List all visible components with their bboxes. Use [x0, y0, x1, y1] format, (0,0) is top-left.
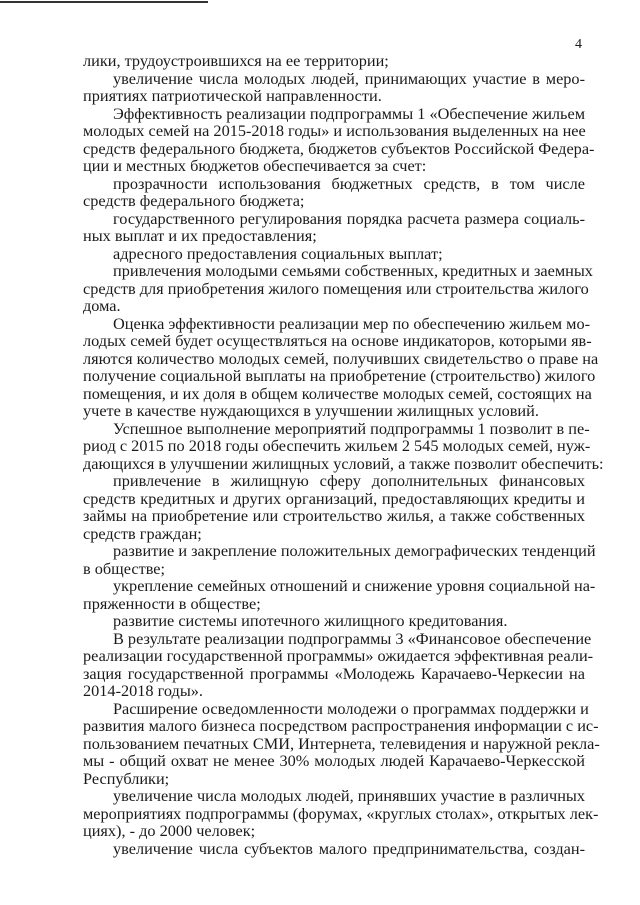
text-line: мы - общий охват не менее 30% молодых людей Карачаево-Черкесской [83, 751, 585, 770]
text-line: средств кредитных и других организаций, предоставляющих кредиты и [83, 489, 585, 508]
text-line: лики, трудоустроившихся на ее территории; [83, 51, 389, 70]
text-line: средств граждан; [83, 524, 202, 543]
text-line: Успешное выполнение мероприятий подпрограммы 1 позволит в пе- [113, 419, 590, 438]
text-line: Республики; [83, 769, 170, 788]
text-line: развитие системы ипотечного жилищного кредитования. [113, 611, 508, 630]
text-line: в обществе; [83, 559, 166, 578]
text-line: привлечение в жилищную сферу дополнительных финансовых [113, 471, 585, 490]
text-line: ляются количество молодых семей, получивших свидетельство о праве на [83, 349, 599, 368]
text-line: Расширение осведомленности молодежи о программах поддержки и [113, 699, 589, 718]
text-line: В результате реализации подпрограммы 3 «Финансовое обеспечение [113, 629, 592, 648]
text-line: привлечения молодыми семьями собственных, кредитных и заемных [113, 261, 593, 280]
text-line: ции и местных бюджетов обеспечивается за счет: [83, 156, 427, 175]
text-line: займы на приобретение или строительство жилья, а также собственных [83, 506, 585, 525]
text-line: лодых семей будет осуществляться на основе индикаторов, которыми яв- [83, 331, 592, 350]
text-line: ных выплат и их предоставления; [83, 226, 317, 245]
text-line: средств федерального бюджета; [83, 191, 305, 210]
text-line: развитие и закрепление положительных демографических тенденций [113, 541, 596, 560]
text-line: увеличение числа субъектов малого предпринимательства, создан- [113, 839, 585, 858]
text-line: развития малого бизнеса посредством распространения информации с ис- [83, 716, 599, 735]
page-number: 4 [575, 37, 582, 52]
text-line: Эффективность реализации подпрограммы 1 «Обеспечение жильем [113, 104, 585, 123]
text-line: риод с 2015 по 2018 годы обеспечить жильем 2 545 молодых семей, нуж- [83, 436, 591, 455]
text-line: дающихся в улучшении жилищных условий, а также позволит обеспечить: [83, 454, 604, 473]
text-line: реализации государственной программы» ожидается эффективная реали- [83, 646, 594, 665]
text-line: средств для приобретения жилого помещения или строительства жилого [83, 279, 589, 298]
text-line: пользованием печатных СМИ, Интернета, телевидения и наружной рекла- [83, 734, 600, 753]
text-line: зация государственной программы «Молодежь Карачаево-Черкесии на [83, 664, 585, 683]
text-line: циях), - до 2000 человек; [83, 821, 256, 840]
text-line: получение социальной выплаты на приобретение (строительство) жилого [83, 366, 596, 385]
text-line: пряженности в обществе; [83, 594, 261, 613]
text-line: увеличение числа молодых людей, принимающих участие в меро- [113, 69, 585, 88]
text-line: прозрачности использования бюджетных средств, в том числе [113, 174, 585, 193]
text-line: укрепление семейных отношений и снижение уровня социальной на- [113, 576, 596, 595]
text-line: 2014-2018 годы». [83, 681, 203, 700]
text-line: учете в качестве нуждающихся в улучшении жилищных условий. [83, 401, 539, 420]
text-line: приятиях патриотической направленности. [83, 86, 382, 105]
text-line: мероприятиях подпрограммы (форумах, «круглых столах», открытых лек- [83, 804, 599, 823]
text-line: помещения, и их доля в общем количестве молодых семей, состоящих на [83, 384, 592, 403]
text-line: средств федерального бюджета, бюджетов субъектов Российской Федера- [83, 139, 595, 158]
text-line: адресного предоставления социальных выплат; [113, 244, 443, 263]
text-line: дома. [83, 296, 121, 315]
text-line: государственного регулирования порядка расчета размера социаль- [113, 209, 585, 228]
text-line: увеличение числа молодых людей, принявших участие в различных [113, 786, 585, 805]
text-line: Оценка эффективности реализации мер по обеспечению жильем мо- [113, 314, 591, 333]
top-edge-rule [0, 1, 208, 3]
text-line: молодых семей на 2015-2018 годы» и использования выделенных на нее [83, 121, 586, 140]
